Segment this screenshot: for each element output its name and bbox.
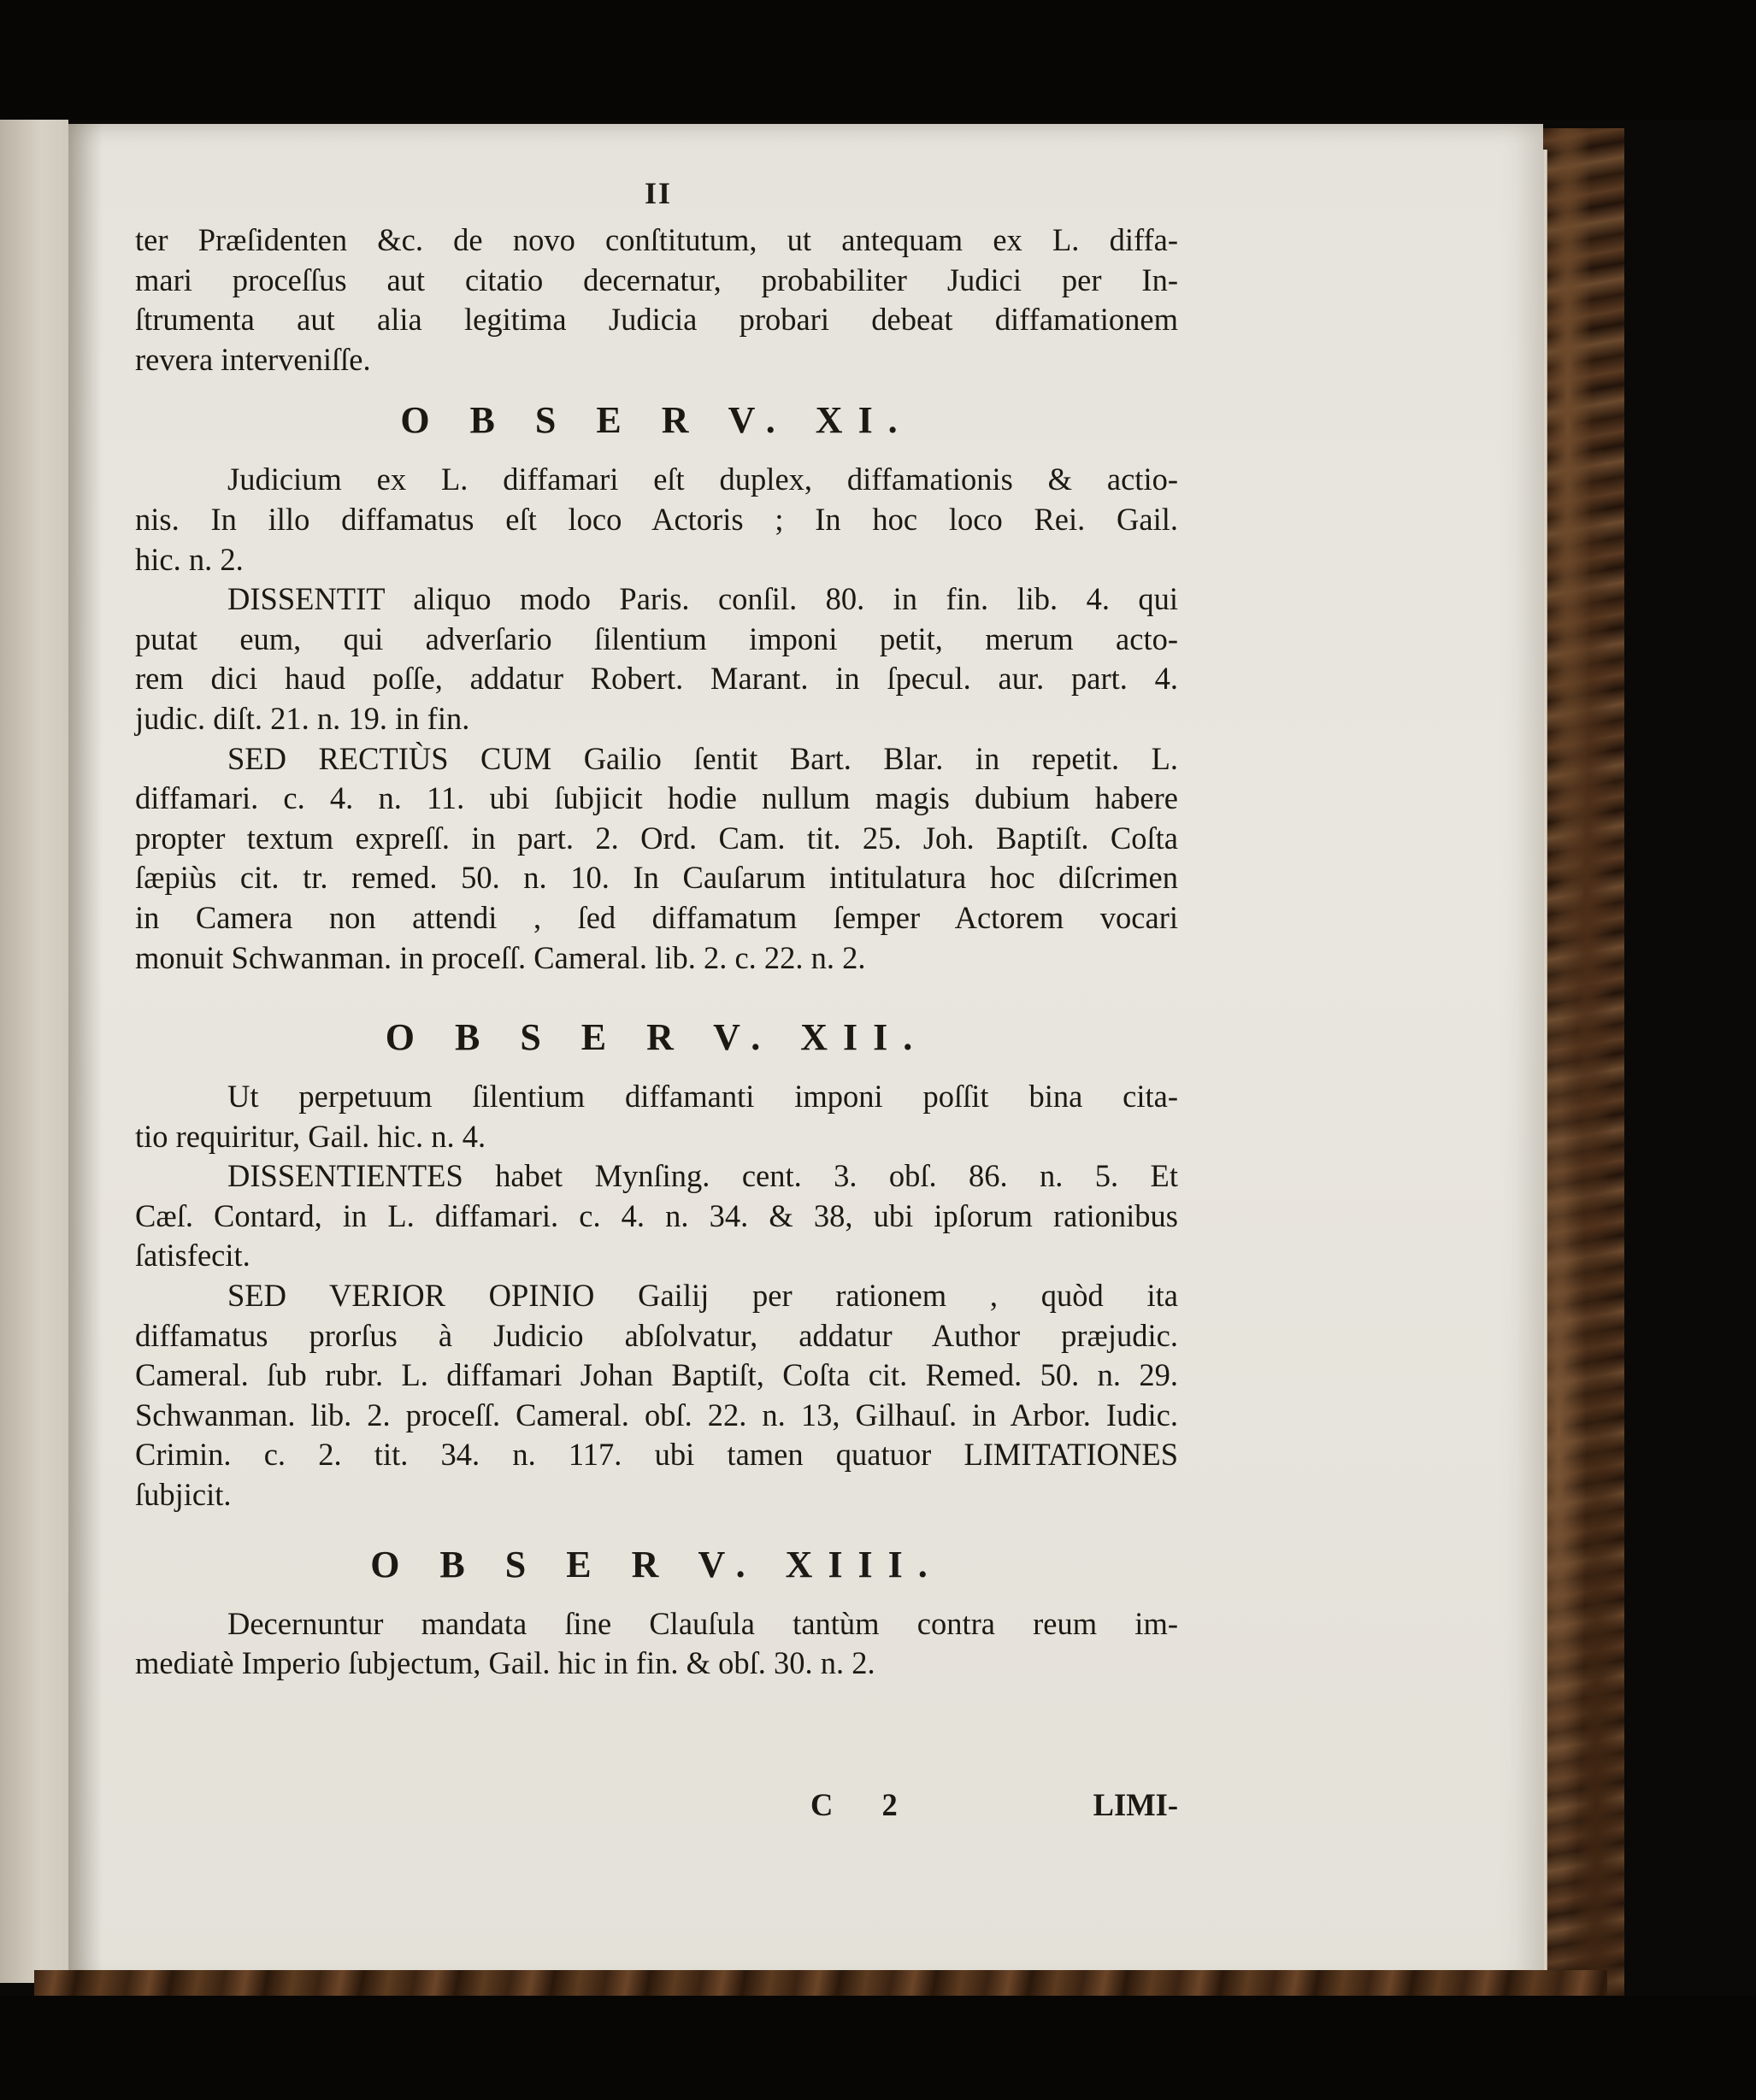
text-line: Ut perpetuum ſilentium diffamanti imponi poſſit bina cita- [227, 1079, 1178, 1115]
text-line: mediatè Imperio ſubjectum, Gail. hic in fin. & obſ. 30. n. 2. [135, 1645, 875, 1681]
section-body-xi [135, 460, 1178, 978]
page-number: II [644, 176, 673, 210]
text-line: tio requiritur, Gail. hic. n. 4. [135, 1118, 486, 1154]
section-heading-xiii: O B S E R V. XIII. [370, 1543, 943, 1585]
section-heading-xi: O B S E R V. XI. [400, 399, 913, 442]
page-footer [135, 1786, 1178, 1826]
catchword: LIMI- [1093, 1787, 1178, 1822]
text-line: ſubjicit. [135, 1477, 232, 1513]
text-line: Judicium ex L. diffamari eſt duplex, diffamationis & actio- [227, 462, 1178, 497]
text-line: in Camera non attendi , ſed diffamatum ſemper Actorem vocari [135, 899, 1178, 935]
background-bottom [0, 1996, 1756, 2100]
signature-mark: C 2 [810, 1787, 918, 1822]
text-line: monuit Schwanman. in proceſſ. Cameral. lib. 2. c. 22. n. 2. [135, 939, 866, 975]
text-line: Crimin. c. 2. tit. 34. n. 117. ubi tamen quatuor LIMITATIONES [135, 1437, 1178, 1473]
section-body-xii [135, 1077, 1178, 1515]
gutter-shadow [68, 124, 103, 1987]
text-line: putat eum, qui adverſario ſilentium imponi petit, merum acto- [135, 621, 1178, 656]
facing-page-edge [0, 120, 68, 1983]
text-line: Cameral. ſub rubr. L. diffamari Johan Baptiſt, Coſta cit. Remed. 50. n. 29. [135, 1357, 1178, 1393]
section-heading-xii: O B S E R V. XII. [385, 1016, 928, 1059]
text-line: hic. n. 2. [135, 541, 244, 577]
text-line: rem dici haud poſſe, addatur Robert. Marant. in ſpecul. aur. part. 4. [135, 661, 1178, 697]
text-line: DISSENTIT aliquo modo Paris. conſil. 80. in fin. lib. 4. qui [227, 581, 1178, 617]
text-line: SED RECTIÙS CUM Gailio ſentit Bart. Blar. in repetit. L. [227, 740, 1178, 776]
text-line: diffamatus prorſus à Judicio abſolvatur, addatur Author præjudic. [135, 1317, 1178, 1353]
text-line: nis. In illo diffamatus eſt loco Actoris ; In hoc loco Rei. Gail. [135, 501, 1178, 537]
text-line: propter textum expreſſ. in part. 2. Ord. Cam. tit. 25. Joh. Baptiſt. Coſta [135, 820, 1178, 856]
opening-paragraph [135, 221, 1178, 379]
section-body-xiii [135, 1604, 1178, 1684]
text-line: mari proceſſus aut citatio decernatur, probabiliter Judici per In- [135, 262, 1178, 297]
text-line: ter Præſidenten &c. de novo conſtitutum, ut antequam ex L. diffa- [135, 222, 1178, 257]
text-line: Cæſ. Contard, in L. diffamari. c. 4. n. 34. & 38, ubi ipſorum rationibus [135, 1197, 1178, 1233]
text-line: ſtrumenta aut alia legitima Judicia probari debeat diffamationem [135, 302, 1178, 338]
text-line: judic. diſt. 21. n. 19. in fin. [135, 700, 470, 736]
text-line: DISSENTIENTES habet Mynſing. cent. 3. obſ. 86. n. 5. Et [227, 1158, 1178, 1194]
page-text [135, 221, 1178, 1684]
text-line: Schwanman. lib. 2. proceſſ. Cameral. obſ. 22. n. 13, Gilhauſ. in Arbor. Iudic. [135, 1397, 1178, 1432]
text-line: Decernuntur mandata ſine Clauſula tantùm contra reum im- [227, 1605, 1178, 1641]
text-line: SED VERIOR OPINIO Gailij per rationem , quòd ita [227, 1278, 1178, 1314]
background-top [0, 0, 1756, 120]
text-line: ſatisfecit. [135, 1238, 250, 1274]
text-line: diffamari. c. 4. n. 11. ubi ſubjicit hodie nullum magis dubium habere [135, 780, 1178, 816]
text-line: ſæpiùs cit. tr. remed. 50. n. 10. In Cauſarum intitulatura hoc diſcrimen [135, 860, 1178, 896]
text-line: revera interveniſſe. [135, 341, 371, 377]
